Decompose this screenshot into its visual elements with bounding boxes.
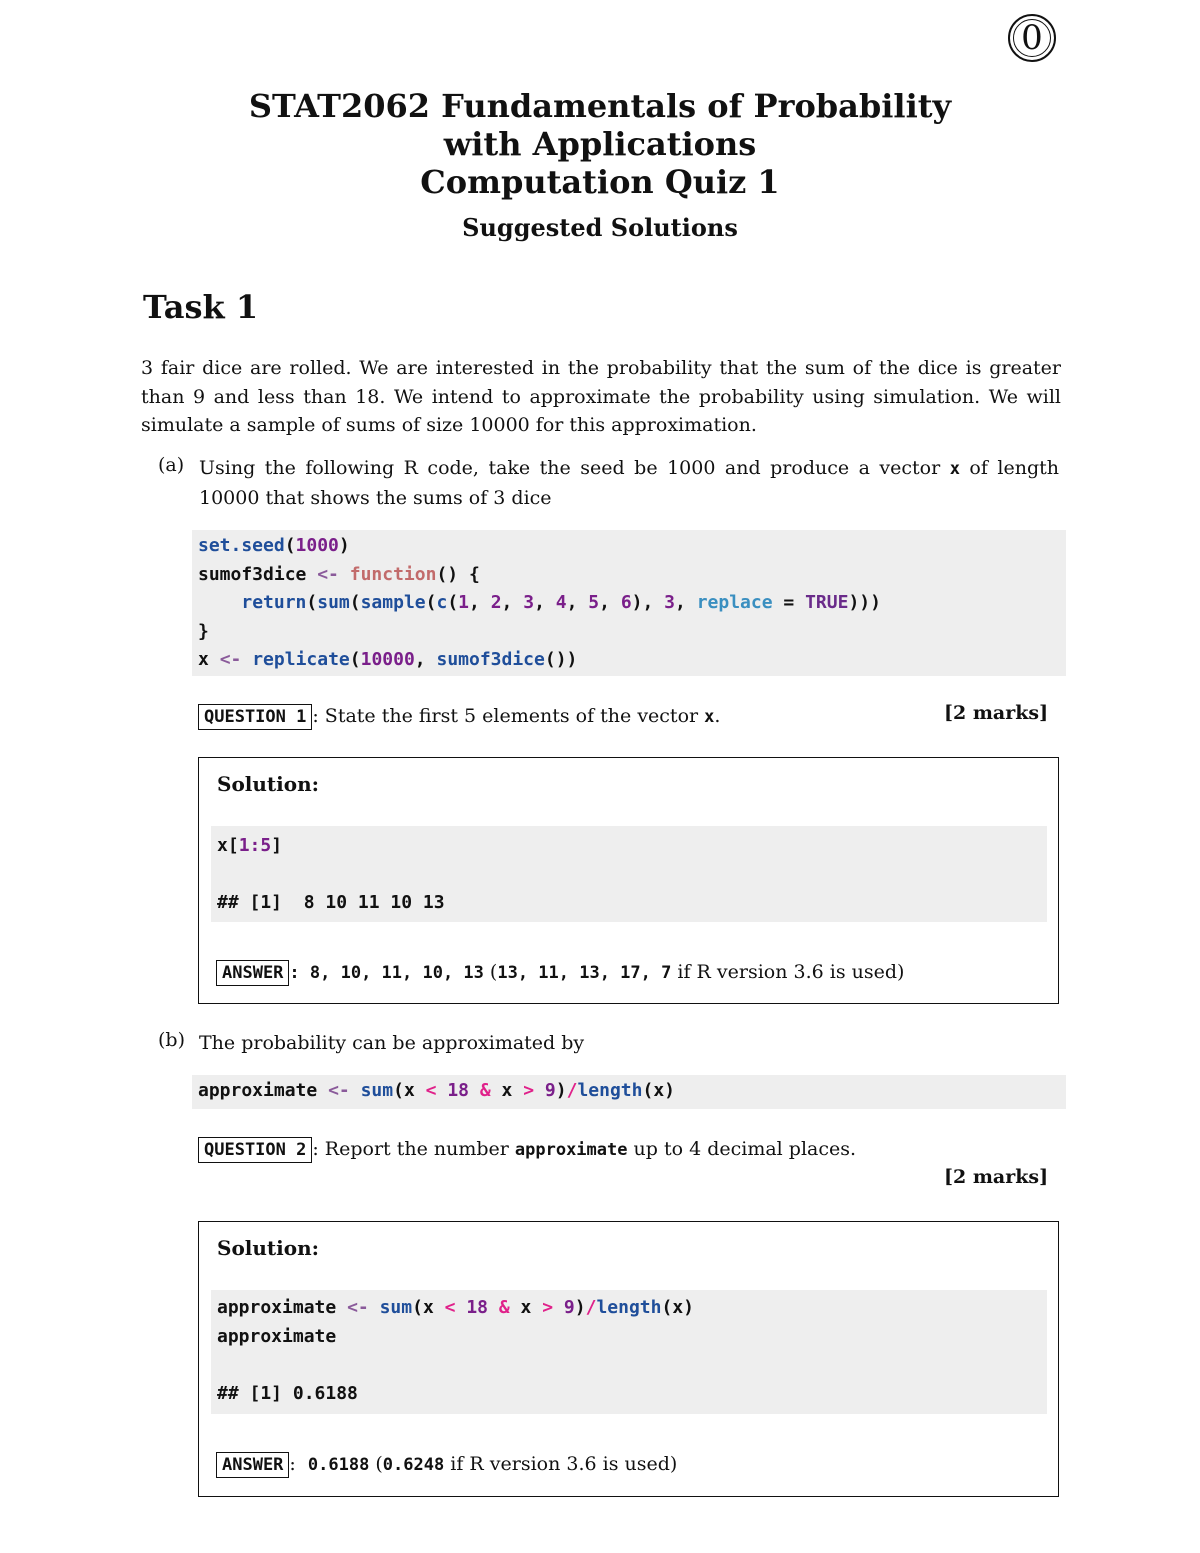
answer-1: ANSWER : 8, 10, 11, 10, 13 (13, 11, 13, 17, 7 if R version 3.6 is used) — [216, 958, 904, 987]
solution-1-box — [198, 757, 1059, 1004]
task-intro: 3 fair dice are rolled. We are interested in the probability that the sum of the dice is greater than 9 and less than 18. We intend to approximate the probability using simulation. We will simulate a sample of sums of size 10000 for this approximation. — [141, 357, 1061, 436]
solution-2-code: approximate <- sum(x < 18 & x > 9)/length(x) approximate ## [1] 0.6188 — [211, 1290, 1047, 1414]
question-2-label: QUESTION 2 — [198, 1137, 312, 1163]
subtitle: Suggested Solutions — [462, 213, 738, 242]
page-number-badge — [1008, 14, 1056, 62]
part-b-label: (b) — [158, 1029, 185, 1051]
part-a-var: x — [949, 459, 960, 479]
solution-2-output: ## [1] 0.6188 — [217, 1382, 358, 1404]
code-block-a: set.seed(1000) sumof3dice <- function() { return(sum(sample(c(1, 2, 3, 4, 5, 6), 3, replace = TRUE))) } x <- replicate(10000, sumof3dice()) — [192, 530, 1066, 676]
solution-2-title: Solution: — [217, 1236, 320, 1260]
code-block-b: approximate <- sum(x < 18 & x > 9)/length(x) — [192, 1075, 1066, 1109]
question-1-marks: [2 marks] — [944, 702, 1049, 724]
answer-2: ANSWER : 0.6188 (0.6248 if R version 3.6 is used) — [216, 1450, 677, 1479]
question-2-marks: [2 marks] — [944, 1166, 1049, 1188]
solution-1-title: Solution: — [217, 772, 320, 796]
solution-1-code: x[1:5] ## [1] 8 10 11 10 13 — [211, 826, 1047, 922]
title-line-2: with Applications — [443, 125, 757, 163]
title-line-3: Computation Quiz 1 — [420, 163, 780, 201]
part-a-label: (a) — [158, 454, 185, 476]
page-number: 0 — [1021, 18, 1043, 58]
answer-1-label: ANSWER — [216, 960, 289, 986]
solution-2-box — [198, 1221, 1059, 1497]
part-a-text: Using the following R code, take the seed be 1000 and produce a vector x of length 10000 that shows the sums of 3 dice — [199, 457, 1059, 509]
question-2: QUESTION 2 : Report the number approximate up to 4 decimal places. — [198, 1135, 856, 1164]
title-line-1: STAT2062 Fundamentals of Probability — [248, 87, 952, 125]
question-1: QUESTION 1 : State the first 5 elements of the vector x. — [198, 702, 720, 731]
task-heading: Task 1 — [143, 288, 259, 326]
part-b-text: The probability can be approximated by — [199, 1032, 585, 1054]
question-1-label: QUESTION 1 — [198, 704, 312, 730]
solution-1-output: ## [1] 8 10 11 10 13 — [217, 892, 445, 913]
answer-2-label: ANSWER — [216, 1452, 289, 1478]
